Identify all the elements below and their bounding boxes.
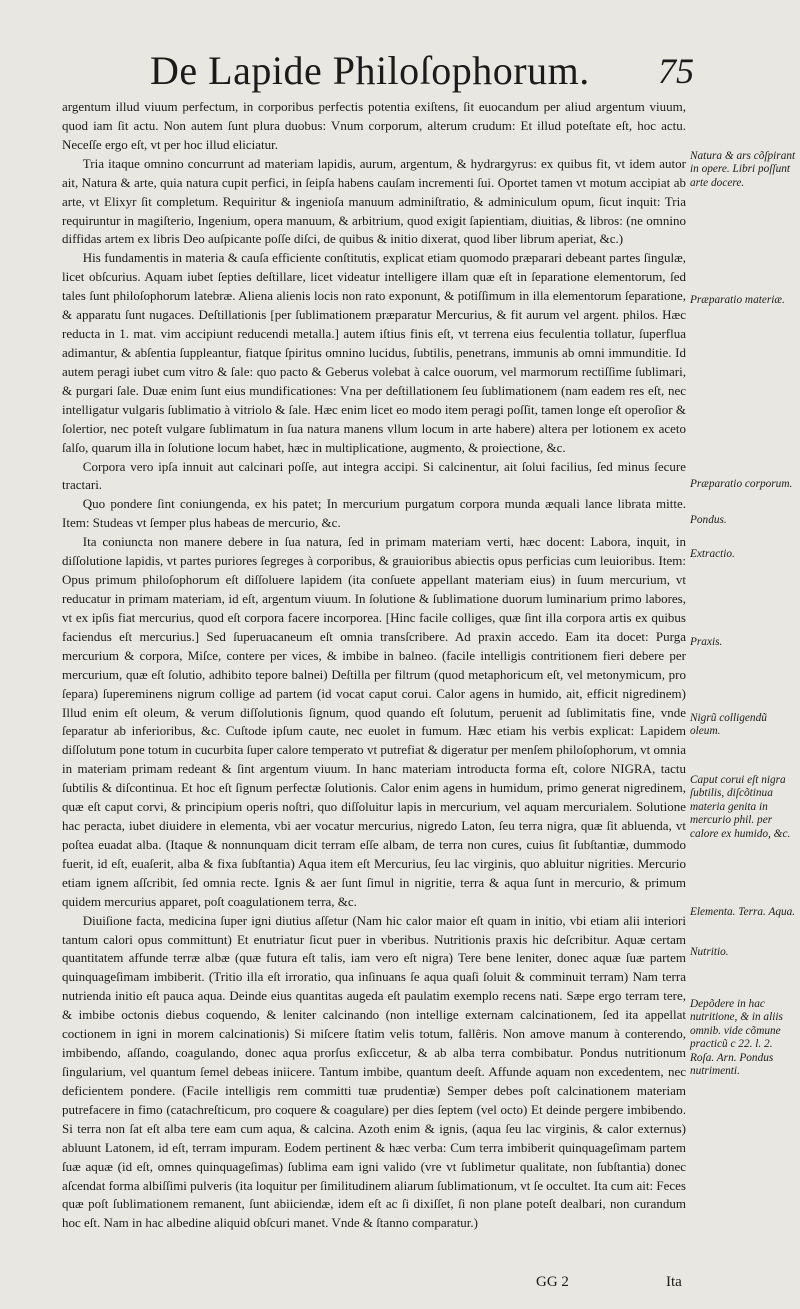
running-title: De Lapide Philoſophorum. (150, 48, 590, 93)
margin-note: Præparatio materiæ. (690, 294, 785, 306)
margin-note: Caput corui eſt nigra ſubtilis, diſcõtinua materia genita in mercurio phil. per calore ex humido, &c. (690, 774, 791, 840)
paragraph: Quo pondere ſint coniungenda, ex his patet; In mercurium purgatum corpora munda æquali lance librata mitte. Item: Studeas vt ſemper plus habeas de mercurio, &c. (62, 496, 686, 531)
margin-note: Praxis. (690, 636, 723, 648)
page-number: 75 (658, 51, 694, 91)
paragraph: argentum illud viuum perfectum, in corporibus perfectis potentia exiſtens, ſit euocandum per aliud argentum viuum, quod iam ſit actu. Non autem ſunt plura duobus: Vnum corporum, alterum crudum: Et illud poteſtate eſt, hoc actu. Neceſſe ergo eſt, vt per hoc illud eliciatur. (62, 99, 686, 152)
signature-mark: GG 2 (536, 1274, 569, 1290)
paragraph: Diuiſione facta, medicina ſuper igni diutius aſſetur (Nam hic calor maior eſt quam in initio, vbi etiam alii interiori tantum calori opus committunt) Et enutriatur ſicut puer in vberibus. Nutritionis praxis hic deſcribitur. Aquæ certam quantitatem affunde terræ albæ (quæ futura eſt talis, iam vero eſt nigra) Tere bene leniter, donec aquæ ſuæ partem quinquageſimam imbiberit. (Tritio illa eſt irroratio, qua inſinuans ſe aqua quaſi ſoluit & comminuit terram) Nam terra nutrienda initio eſt pauca aqua. Deinde eius quantitas augeda eſt paulatim exemplo recens nati. Sæpe ergo terram tere, & imbibe octonis diebus coquendo, & leniter calcinando (non intellige externam calcinationem, ſed ita appellat coctionem in igni in morem calcinationis) Si miſcere ſtatim velis totum, fallêris. Non amove manum à conterendo, imbibendo, aſſando, coagulando, donec aqua prorſus exſiccetur, & ab alba terra combibatur. Pondus nutritionum ſingularium, vel quantum ſemel debeas iniicere. Tantum imbibe, quantum deeſt. Affunde aquam non excedentem, nec deficientem pondere. (Facile intelligis rem committi tuæ prudentiæ) Semper debes poſt calcinationem materiam putrefacere in fimo (catachreſticum, pro coquere & coagulare) per dies ſeptem (vel octo) Et deinde pergere imbibendo. Si terra non ſat eſt alba tere eam cum aqua, & calcina. Azoth enim & ignis, (aqua ſeu lac virginis, & calor externus) abluunt Latonem, id eſt, terram impuram. Eodem pertinent & hæc verba: Cum terra imbiberit quinquageſimam partem ſuæ aquæ (id eſt, omnes quinquageſimas) ſublima eam igni valido (vre vt ſublimetur qualitate, non ſubſtantia) donec aſcendat forma albiſſimi pulveris (ita loquitur per ſimilitudinem aliarum ſublimationum, vt ſe occultet. Ita cum ait: Feces quæ poſt ſublimationem remanent, ſunt abiiciendæ, idem eſt ac ſi dixiſſet, ſi non plane poteſt dealbari, non curandum hoc eſt. Nam in hac albedine aliquid obſcuri manet. Vnde & ſtanno comparatur.) (62, 912, 686, 1231)
margin-note: Nutritio. (690, 946, 729, 958)
margin-note: Pondus. (690, 514, 727, 526)
margin-note: Præparatio corporum. (690, 478, 793, 490)
paragraph: Ita coniuncta non manere debere in ſua natura, ſed in primam materiam verti, hæc docent: Labora, inquit, in diſſolutione lapidis, vt partes puriores ſegreges à corporibus, & grauioribus abiectis opus perficias cum leuioribus. Item: Opus primum philoſophorum eſt diſſoluere lapidem (ita conſuete appellant materiam eius) in ſuum mercurium, vt reducatur in primam materiam, id eſt, argentum viuum. In ſolutione & ſublimatione duorum luminarium primo labores, vt ex ipſis fiat mercurius, quod eſt corpora facere incorporea. [Hinc facile colliges, quæ ſint illa corpora artis ex quibus faciendus eſt mercurius.] Sed ſuperuacaneum eſt omnia transſcribere. Ad praxin accedo. Eam ita docet: Purga mercurium & corpora, Miſce, contere per vices, & imbibe in balneo. (facile intelligis contritionem fieri debere per mercurium, quæ eſt ſolutio, adhibito tepore balnei) Deſtilla per filtrum (quod metaphoricum eſt, vel metonymicum, pro ſepara) ſupereminens nigrum collige ad partem (id vocat caput corui. Calor agens in humido, ait, efficit nigredinem) Illud enim eſt oleum, & verum diſſolutionis ſignum, quod quando eſt ſolutum, peruenit ad ſublimitatis fine, vnde ſeparatur ab inferioribus, &c. Cuſtode ipſum caute, nec euolet in fumum. Hæc etiam his verbis explicat: Lapidem diſſolutum pone totum in cucurbita ſuper calore temperato vt putrefiat & digeratur per menſem philoſophorum, vt omnia in materiam primam redeant & ſint argentum viuum. In hanc materiam introducta forma eſt, colore NIGRA, tactu ſubtilis & diſcontinua. Et hoc eſt ſignum perfectæ ſolutionis. Calor enim agens in humidum, primo generat nigredinem, quæ eſt caput corvi, & principium operis noſtri, quo diſſoluitur lapis in mercurium, vel aquam mercurialem. Solutione hac peracta, iubet diuidere in elementa, vbi aer vocatur mercurius, nigredo Laton, ſeu terra nigra, quæ ſit abluenda, vt poſtea euadat alba. (Itaque & nonnunquam dicit terram eſſe albam, de terra non cures, cuius ſit ſubſtantiæ, dummodo fuerit, id eſt, euaſerit, alba & fixa ſubſtantia) Aqua item eſt Mercurius, ſeu lac virginis, quo abluitur nigrities. Mercurio etiam ignem aſſcribit, ſed omnia recte. Ignis & aer ſunt ſimul in nigritie, terra & aqua ſunt in mercurio, & primum quidem mercurius apparet, poſt coagulationem terra, &c. (62, 534, 686, 909)
paragraph: Corpora vero ipſa innuit aut calcinari poſſe, aut integra accipi. Si calcinentur, ait ſolui facilius, ſed minus ſecure tractari. (62, 458, 686, 493)
paragraph: His fundamentis in materia & cauſa efficiente conſtitutis, explicat etiam quomodo præparari debeant partes ſingulæ, licet obſcurius. Aquam iubet ſepties deſtillare, licet videatur intelligere illam quæ eſt in ſeparatione elementorum, ſed tales ſunt philoſophorum latebræ. Aliena alienis locis non rato exponunt, & potiſſimum in illa elementorum ſeparatione, & apparatu ſunt nugaces. Deſtillationis [per ſublimationem præparatur Mercurius, & fit aurum vel argent. philos. Hæc reducta in 1. mat. vim accipiunt reducendi metalla.] autem iſtius finis eſt, vt terrena eius feculentia tollatur, ſuperflua adimantur, & abſentia ſuppleantur, fiatque ſpiritus omnino lucidus, ſubtilis, penetrans, immunis ab omni immunditie. Id autem peragi iubet cum vitro & ſale: quo pacto & Geberus volebat à calce ouorum, vel marmorum rectiſſime ſublimari, & purgari ſale. Duæ enim ſunt eius mundificationes: Vna per deſtillationem ſeu ſublimationem (nam eadem res eſt, nec intelligatur vulgaris ſublimatio à vitriolo & ſale. Hæc enim licet eo modo item peragi poſſit, tamen longe eſt operoſior & ſolertior, nec poteſt vulgare ſublimatum in ſua natura manens vllum locum in arte habere) altera per lotionem ex aceto ſalſo, quarum illa in ſolutione locum habet, hæc in multiplicatione, augmento, & proiectione, &c. (62, 250, 686, 455)
margin-note: Depõdere in hac nutritione, & in aliis omnib. vide cõmune practicũ c 22. l. 2. Roſa. Arn. Pondus nutrimenti. (690, 998, 783, 1078)
margin-note: Nigrũ colligendũ oleum. (690, 712, 767, 738)
margin-note: Extractio. (690, 548, 735, 560)
paragraph: Tria itaque omnino concurrunt ad materiam lapidis, aurum, argentum, & hydrargyrus: ex quibus fit, vt idem autor ait, Natura & arte, quia natura cupit perfici, in ſeipſa habens cauſam incrementi ſui. Oportet tamen vt motum accipiat ab arte, vt Elixyr ſit completum. Requiritur & ingenioſa manuum adminiſtratio, & adminiculum opum, ſicut inquit: Tria requiruntur in magiſterio, Ingenium, opera manuum, & arbitrium, quod exigit ſapientiam, diuitias, & libros: (ne omnino diffidas artem ex libris Deo auſpicante poſſe diſci, de quibus & initio dixerat, quod liber librum aperiat, &c.) (62, 155, 686, 247)
main-text-column (62, 98, 686, 1233)
running-header (150, 42, 770, 100)
catchword: Ita (666, 1274, 682, 1290)
margin-note: Elementa. Terra. Aqua. (690, 906, 796, 918)
page-footer (0, 1268, 800, 1298)
margin-note: Natura & ars cõſpirant in opere. Libri poſſunt arte docere. (690, 150, 796, 189)
